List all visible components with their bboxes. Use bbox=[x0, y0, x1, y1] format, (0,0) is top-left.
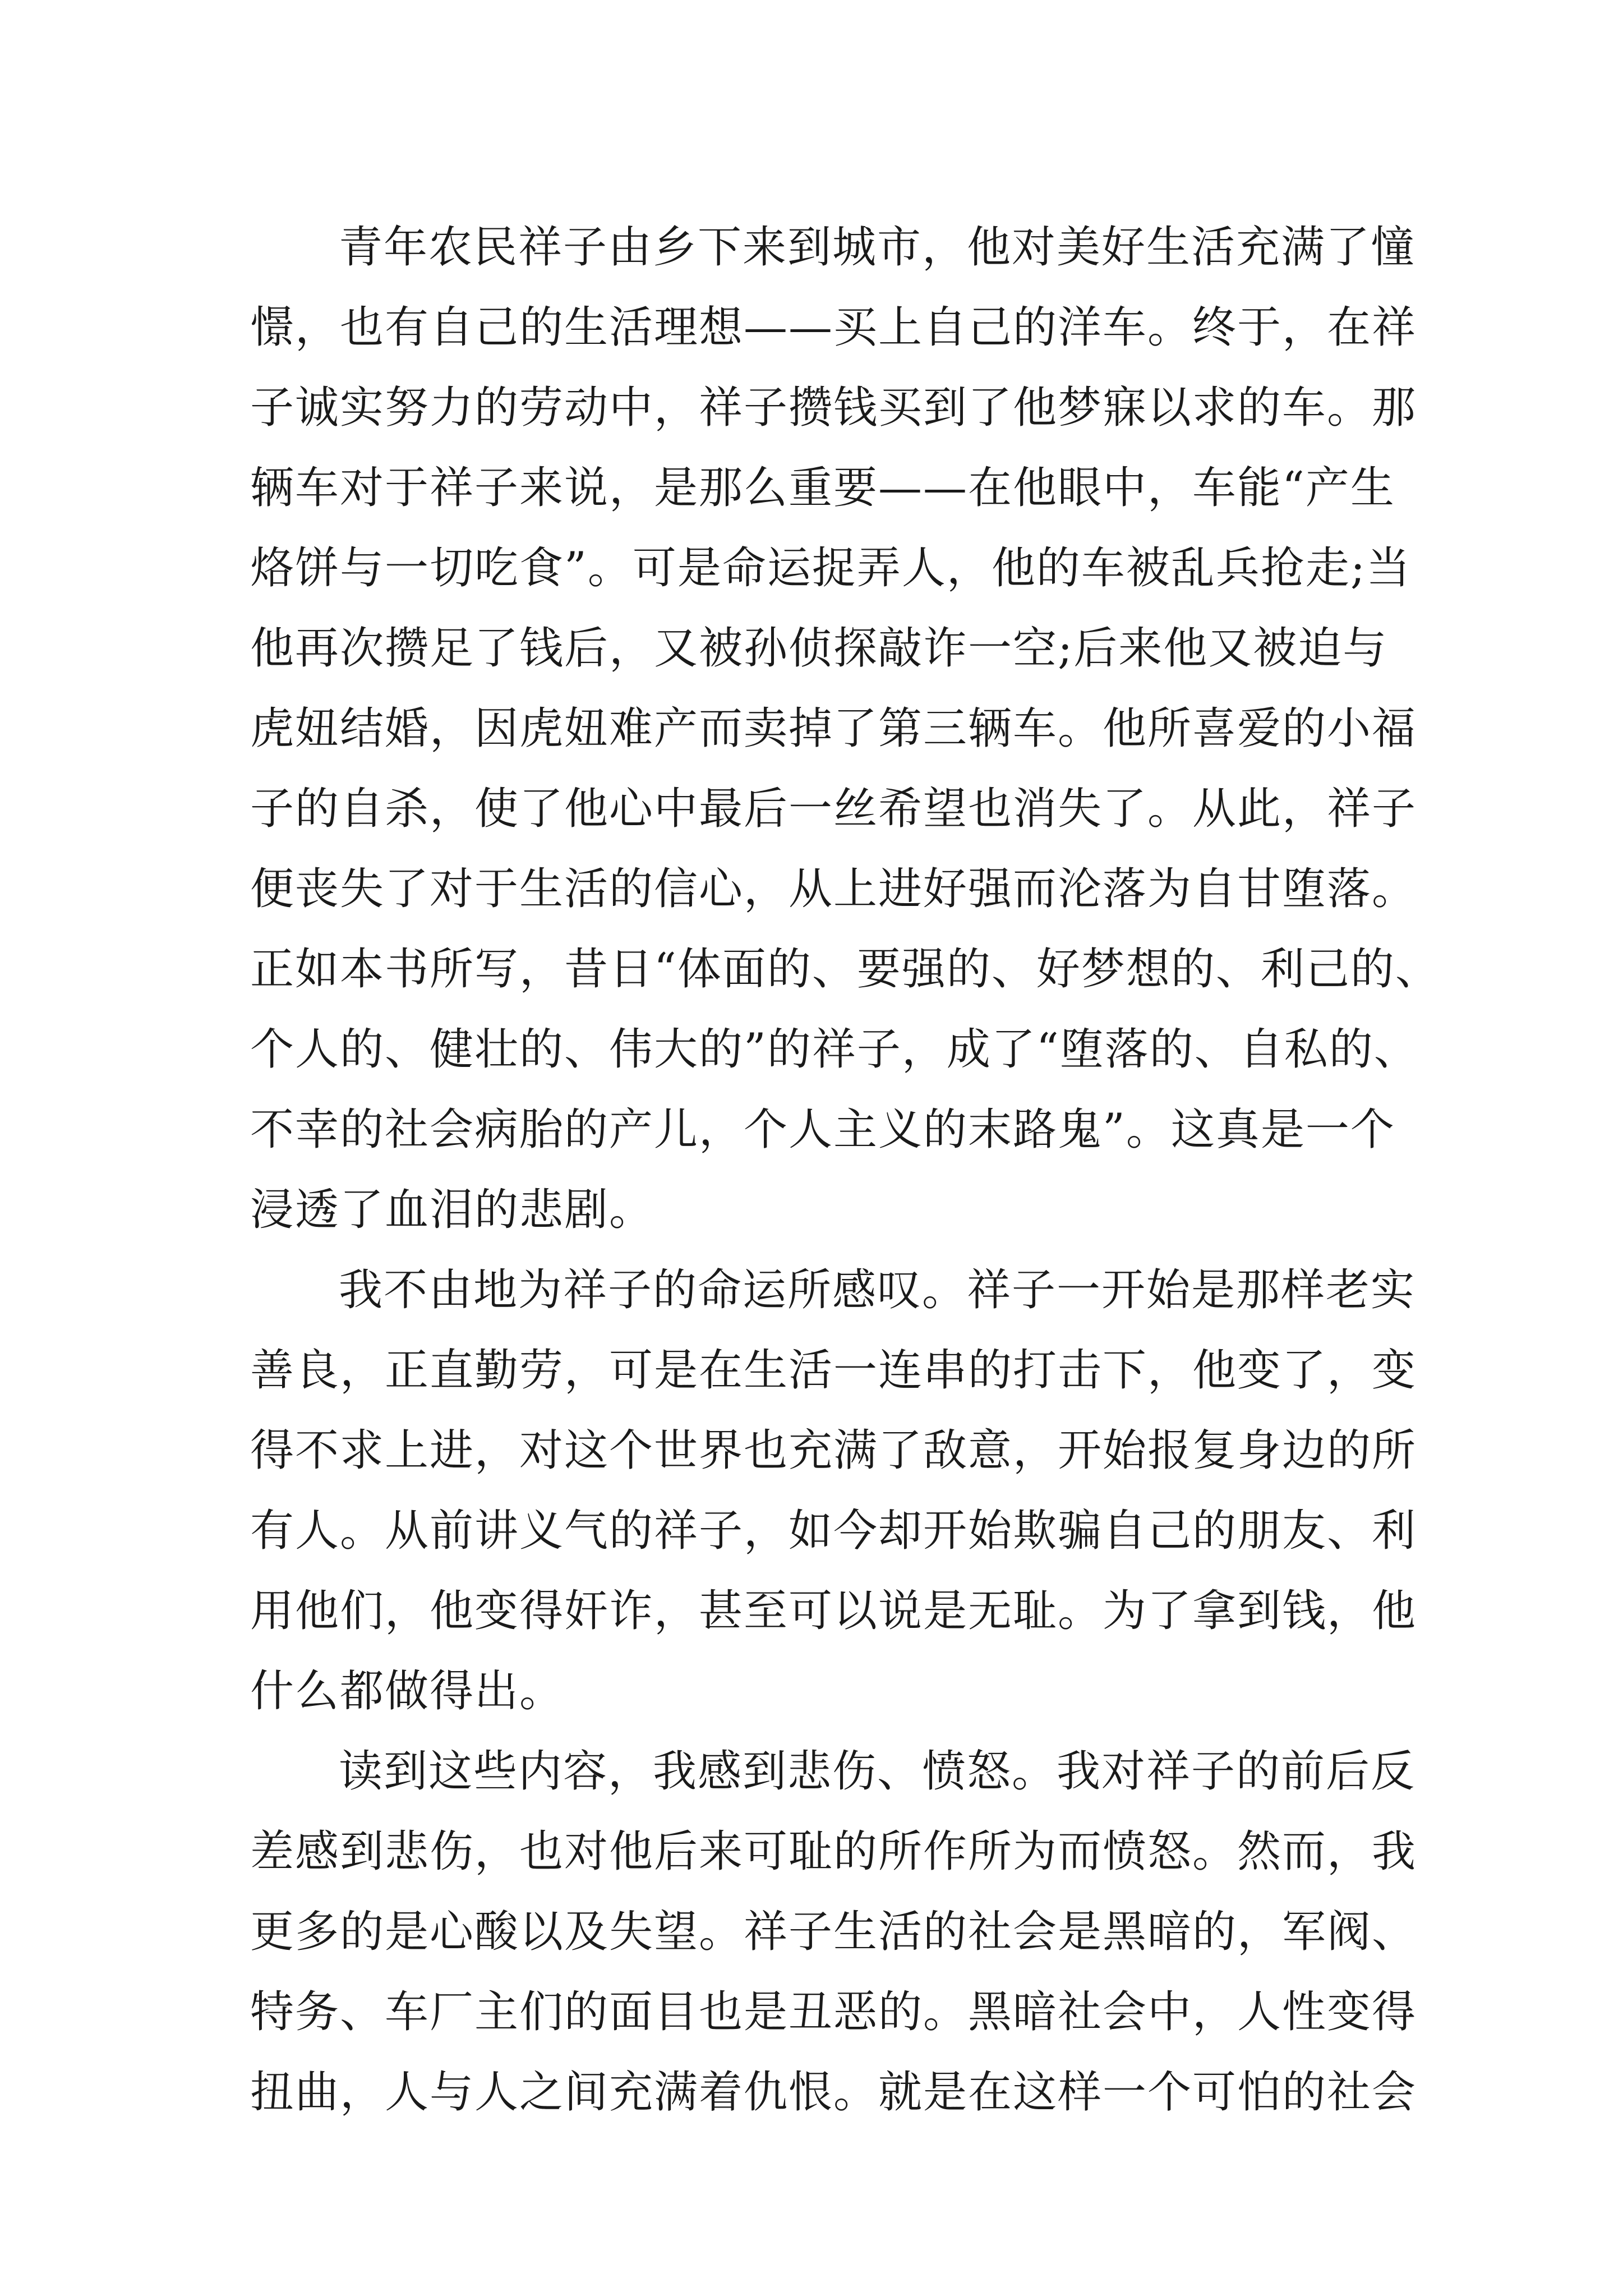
paragraph-1-line-13: 浸透了血泪的悲剧。 bbox=[250, 1185, 654, 1235]
paragraph-1-line-2: 憬，也有自己的生活理想——买上自己的洋车。终于，在祥 bbox=[250, 302, 1417, 353]
paragraph-3-line-4: 特务、车厂主们的面目也是丑恶的。黑暗社会中，人性变得 bbox=[250, 1987, 1417, 2037]
paragraph-1-line-11: 个人的、健壮的、伟大的”的祥子，成了“堕落的、自私的、 bbox=[250, 1024, 1419, 1075]
paragraph-2-line-6: 什么都做得出。 bbox=[250, 1666, 565, 1717]
document-body bbox=[250, 208, 1440, 2133]
paragraph-1-line-9: 便丧失了对于生活的信心，从上进好强而沦落为自甘堕落。 bbox=[250, 864, 1417, 914]
paragraph-1-line-1: 青年农民祥子由乡下来到城市，他对美好生活充满了憧 bbox=[339, 222, 1416, 273]
paragraph-1-line-5: 烙饼与一切吃食”。可是命运捉弄人，他的车被乱兵抢走;当 bbox=[250, 543, 1412, 593]
paragraph-1-line-8: 子的自杀，使了他心中最后一丝希望也消失了。从此，祥子 bbox=[250, 784, 1417, 834]
paragraph-2-line-5: 用他们，他变得奸诈，甚至可以说是无耻。为了拿到钱，他 bbox=[250, 1586, 1417, 1636]
paragraph-3-line-5: 扭曲，人与人之间充满着仇恨。就是在这样一个可怕的社会 bbox=[250, 2067, 1417, 2118]
paragraph-1-line-4: 辆车对于祥子来说，是那么重要——在他眼中，车能“产生 bbox=[250, 463, 1395, 513]
paragraph-1-line-12: 不幸的社会病胎的产儿，个人主义的末路鬼”。这真是一个 bbox=[250, 1105, 1395, 1155]
paragraph-2-line-1: 我不由地为祥子的命运所感叹。祥子一开始是那样老实 bbox=[339, 1265, 1416, 1315]
paragraph-1-line-7: 虎妞结婚，因虎妞难产而卖掉了第三辆车。他所喜爱的小福 bbox=[250, 703, 1417, 754]
paragraph-1-line-3: 子诚实努力的劳动中，祥子攒钱买到了他梦寐以求的车。那 bbox=[250, 383, 1417, 433]
paragraph-3-line-2: 差感到悲伤，也对他后来可耻的所作所为而愤怒。然而，我 bbox=[250, 1826, 1417, 1877]
paragraph-3-line-3: 更多的是心酸以及失望。祥子生活的社会是黑暗的，军阀、 bbox=[250, 1907, 1417, 1957]
paragraph-2-line-4: 有人。从前讲义气的祥子，如今却开始欺骗自己的朋友、利 bbox=[250, 1506, 1417, 1556]
paragraph-1-line-10: 正如本书所写，昔日“体面的、要强的、好梦想的、利己的、 bbox=[250, 944, 1440, 995]
paragraph-1-line-6: 他再次攒足了钱后，又被孙侦探敲诈一空;后来他又被迫与 bbox=[250, 623, 1388, 674]
paragraph-2-line-2: 善良，正直勤劳，可是在生活一连串的打击下，他变了，变 bbox=[250, 1345, 1417, 1396]
paragraph-3-line-1: 读到这些内容，我感到悲伤、愤怒。我对祥子的前后反 bbox=[339, 1746, 1416, 1797]
paragraph-2-line-3: 得不求上进，对这个世界也充满了敌意，开始报复身边的所 bbox=[250, 1425, 1417, 1476]
